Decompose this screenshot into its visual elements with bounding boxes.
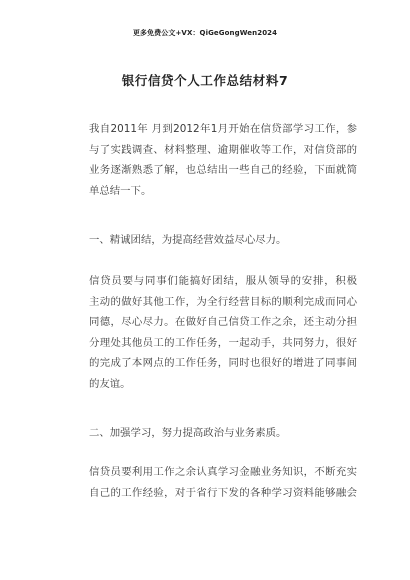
document-title: 银行信贷个人工作总结材料7: [121, 73, 289, 88]
paragraph-line: 单总结一下。: [89, 184, 152, 197]
paragraph-line: 信贷员要利用工作之余认真学习金融业务知识，不断充实: [89, 466, 357, 478]
section-heading-1: 一、精诚团结，为提高经营效益尽心尽力。: [89, 234, 287, 246]
paragraph-line: 信贷员要与同事们能搞好团结，服从领导的安排，积极: [89, 275, 357, 287]
paragraph-line: 分理处其他员工的工作任务，一起动手，共同努力，很好: [89, 336, 357, 349]
paragraph-intro: [89, 119, 357, 201]
paragraph-line: 自己的工作经验，对于省行下发的各种学习资料能够融会: [89, 486, 357, 499]
paragraph-line: 同德，尽心尽力。在做好自己信贷工作之余，还主动分担: [89, 316, 357, 328]
header-note: 更多免费公文+VX：QiGeGongWen2024: [132, 29, 278, 37]
section-heading-2: 二、加强学习，努力提高政治与业务素质。: [89, 427, 287, 439]
paragraph-line: 的完成了本网点的工作任务，同时也很好的增进了同事间: [89, 357, 357, 369]
paragraph-line: 业务逐渐熟悉了解，也总结出一些自己的经验，下面就简: [89, 164, 357, 176]
paragraph-line: 与了实践调查、材料整理、逾期催收等工作，对信贷部的: [89, 143, 357, 156]
paragraph-section-2: [89, 462, 357, 503]
paragraph-line: 主动的做好其他工作，为全行经营目标的顺利完成而同心: [89, 295, 357, 308]
paragraph-section-1: [89, 271, 357, 394]
paragraph-line: 我自2011年 月到2012年1月开始在信贷部学习工作，参: [89, 123, 357, 135]
paragraph-line: 的友谊。: [89, 377, 131, 390]
